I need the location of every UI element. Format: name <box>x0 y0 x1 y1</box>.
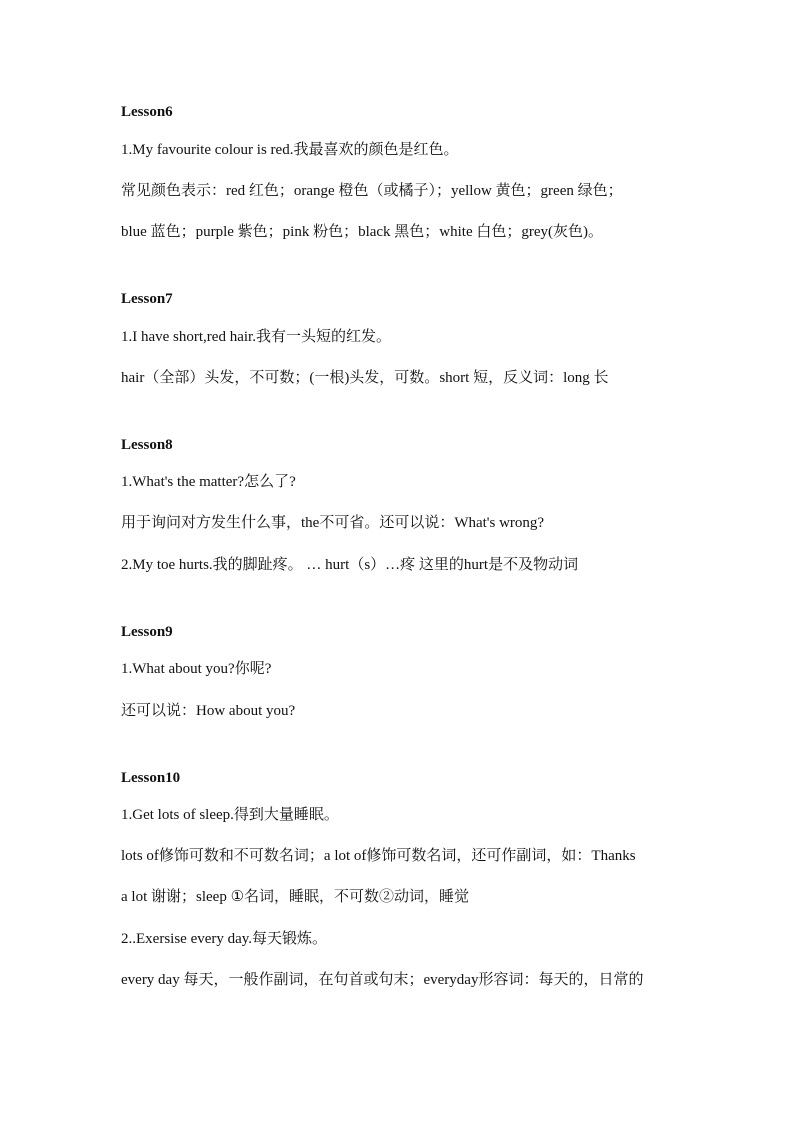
text-line: 2.My toe hurts.我的脚趾疼。 … hurt（s）…疼 这里的hurt是不及物动词 <box>121 557 579 573</box>
text-line: blue 蓝色；purple 紫色；pink 粉色；black 黑色；white 白色；grey(灰色)。 <box>121 224 604 240</box>
text-line: 常见颜色表示：red 红色；orange 橙色（或橘子）；yellow 黄色；green 绿色； <box>121 183 623 199</box>
section-heading-lesson7: Lesson7 <box>121 291 173 307</box>
section-heading-lesson10: Lesson10 <box>121 770 181 786</box>
text-line: lots of修饰可数和不可数名词；a lot of修饰可数名词，还可作副词，如：Thanks <box>121 848 636 864</box>
text-line: 2..Exersise every day.每天锻炼。 <box>121 931 328 947</box>
text-line: 1.What's the matter?怎么了? <box>121 474 296 490</box>
text-line: 还可以说：How about you? <box>121 703 296 719</box>
section-heading-lesson8: Lesson8 <box>121 437 173 453</box>
text-line: hair（全部）头发，不可数；(一根)头发，可数。short 短，反义词：long 长 <box>121 370 609 386</box>
text-line: a lot 谢谢；sleep ①名词，睡眠，不可数②动词，睡觉 <box>121 889 470 905</box>
text-line: 1.My favourite colour is red.我最喜欢的颜色是红色。 <box>121 142 459 158</box>
section-heading-lesson6: Lesson6 <box>121 104 173 120</box>
section-heading-lesson9: Lesson9 <box>121 624 173 640</box>
text-line: every day 每天，一般作副词，在句首或句末；everyday形容词：每天的，日常的 <box>121 972 644 988</box>
text-line: 1.I have short,red hair.我有一头短的红发。 <box>121 329 391 345</box>
text-line: 用于询问对方发生什么事，the不可省。还可以说：What's wrong? <box>121 515 545 531</box>
text-line: 1.Get lots of sleep.得到大量睡眠。 <box>121 807 339 823</box>
text-line: 1.What about you?你呢? <box>121 661 272 677</box>
